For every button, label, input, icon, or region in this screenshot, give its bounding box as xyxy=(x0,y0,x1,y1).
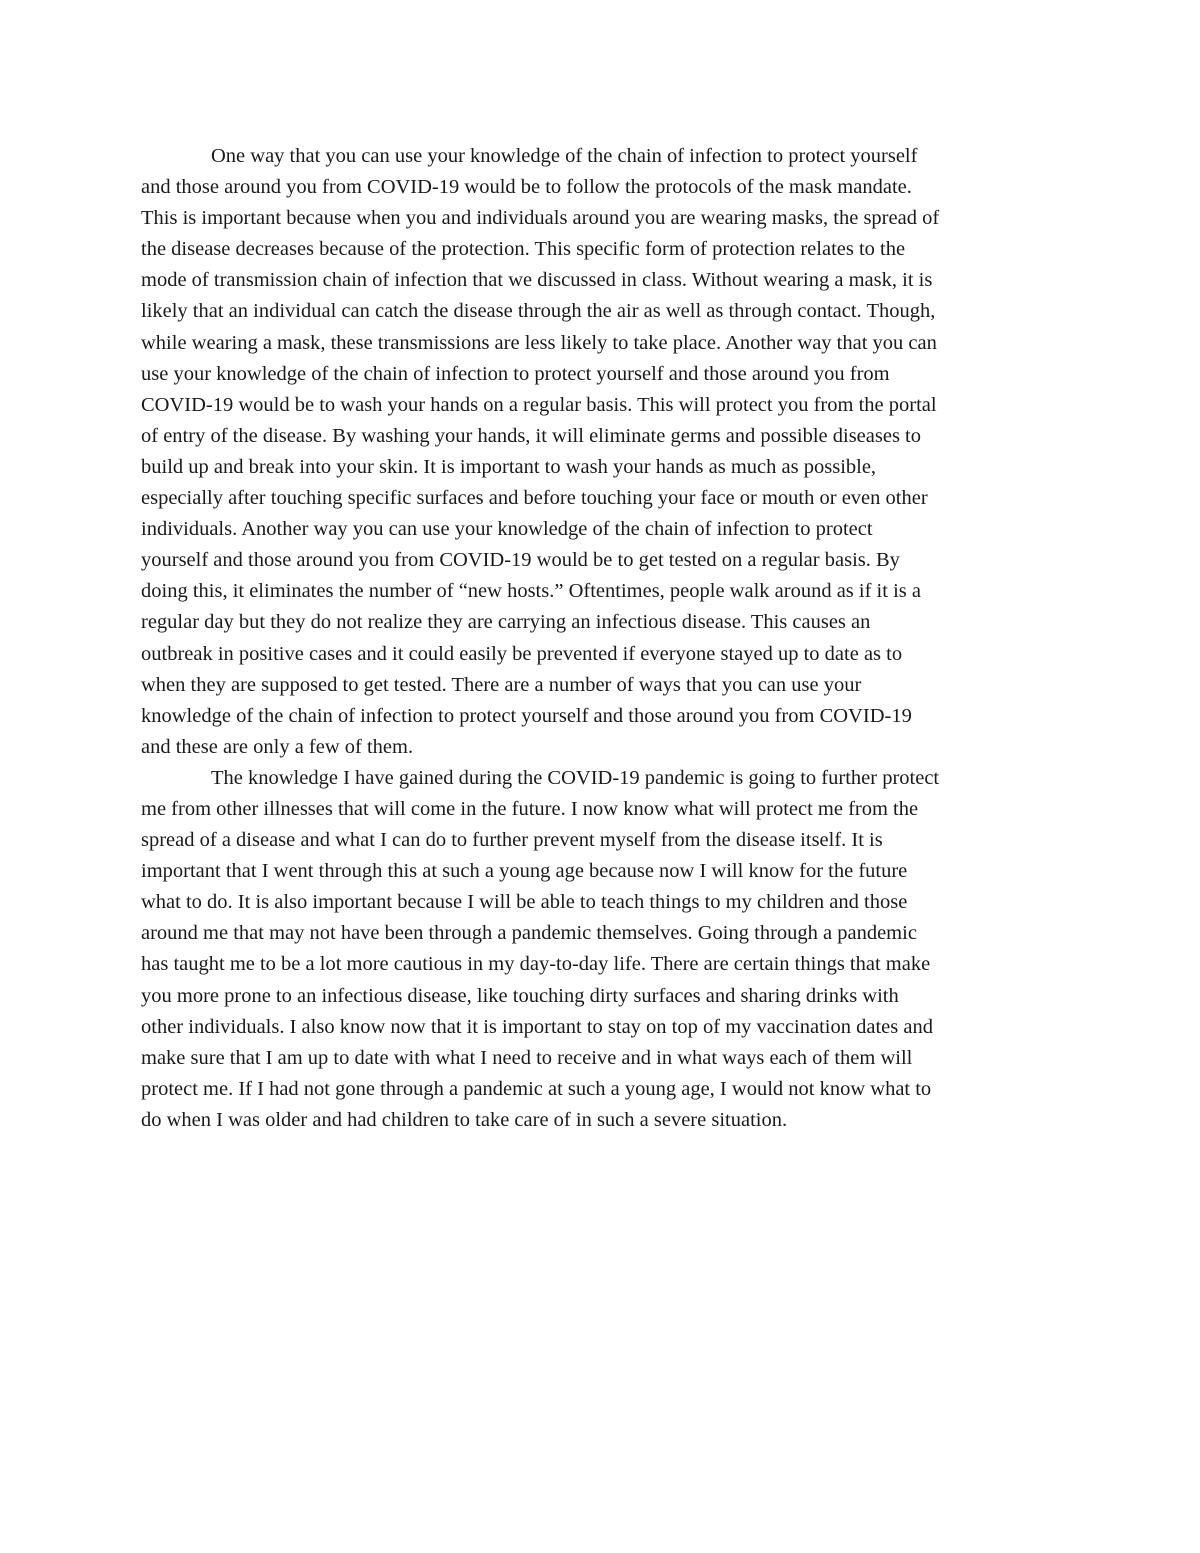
text-line: protect me. If I had not gone through a pandemic at such a young age, I would not know what to xyxy=(141,1077,932,1100)
text-line: outbreak in positive cases and it could easily be prevented if everyone stayed up to date as to xyxy=(141,642,903,665)
text-line: doing this, it eliminates the number of “new hosts.” Oftentimes, people walk around as if it is a xyxy=(141,580,921,603)
paragraph-2 xyxy=(141,763,1061,1136)
text-line: the disease decreases because of the protection. This specific form of protection relates to the xyxy=(141,238,906,261)
essay-body xyxy=(141,141,1061,1136)
text-line: you more prone to an infectious disease, like touching dirty surfaces and sharing drinks with xyxy=(141,984,899,1007)
text-line: mode of transmission chain of infection that we discussed in class. Without wearing a mask, it is xyxy=(141,269,933,292)
text-line: One way that you can use your knowledge of the chain of infection to protect yourself xyxy=(211,145,918,167)
text-line: when they are supposed to get tested. There are a number of ways that you can use your xyxy=(141,673,862,696)
text-line: knowledge of the chain of infection to protect yourself and those around you from COVID-19 xyxy=(141,704,912,727)
paragraph-1 xyxy=(141,141,1061,763)
text-line: important that I went through this at such a young age because now I will know for the future xyxy=(141,860,908,883)
text-line: build up and break into your skin. It is important to wash your hands as much as possible, xyxy=(141,455,877,478)
text-line: make sure that I am up to date with what I need to receive and in what ways each of them will xyxy=(141,1046,913,1069)
text-line: while wearing a mask, these transmissions are less likely to take place. Another way that you can xyxy=(141,331,937,354)
text-line: use your knowledge of the chain of infection to protect yourself and those around you from xyxy=(141,362,890,385)
text-line: This is important because when you and individuals around you are wearing masks, the spread of xyxy=(141,207,940,230)
text-line: of entry of the disease. By washing your hands, it will eliminate germs and possible diseases to xyxy=(141,424,921,447)
text-line: regular day but they do not realize they are carrying an infectious disease. This causes an xyxy=(141,611,871,634)
text-line: has taught me to be a lot more cautious in my day-to-day life. There are certain things that make xyxy=(141,953,931,976)
text-line: and those around you from COVID-19 would be to follow the protocols of the mask mandate. xyxy=(141,176,912,199)
text-line: individuals. Another way you can use your knowledge of the chain of infection to protect xyxy=(141,518,873,541)
text-line: likely that an individual can catch the disease through the air as well as through contact. Though, xyxy=(141,300,936,323)
text-line: do when I was older and had children to take care of in such a severe situation. xyxy=(141,1108,788,1131)
text-line: what to do. It is also important because I will be able to teach things to my children and those xyxy=(141,891,908,914)
text-line: especially after touching specific surfaces and before touching your face or mouth or even other xyxy=(141,487,928,510)
text-line: around me that may not have been through a pandemic themselves. Going through a pandemic xyxy=(141,922,917,945)
text-line: other individuals. I also know now that it is important to stay on top of my vaccination dates and xyxy=(141,1015,933,1038)
text-line: COVID-19 would be to wash your hands on a regular basis. This will protect you from the portal xyxy=(141,393,937,416)
text-line: and these are only a few of them. xyxy=(141,735,414,758)
text-line: me from other illnesses that will come in the future. I now know what will protect me from the xyxy=(141,797,919,820)
text-line: The knowledge I have gained during the COVID-19 pandemic is going to further protect xyxy=(211,766,940,789)
text-line: spread of a disease and what I can do to further prevent myself from the disease itself. It is xyxy=(141,829,883,852)
text-line: yourself and those around you from COVID-19 would be to get tested on a regular basis. By xyxy=(141,549,900,572)
